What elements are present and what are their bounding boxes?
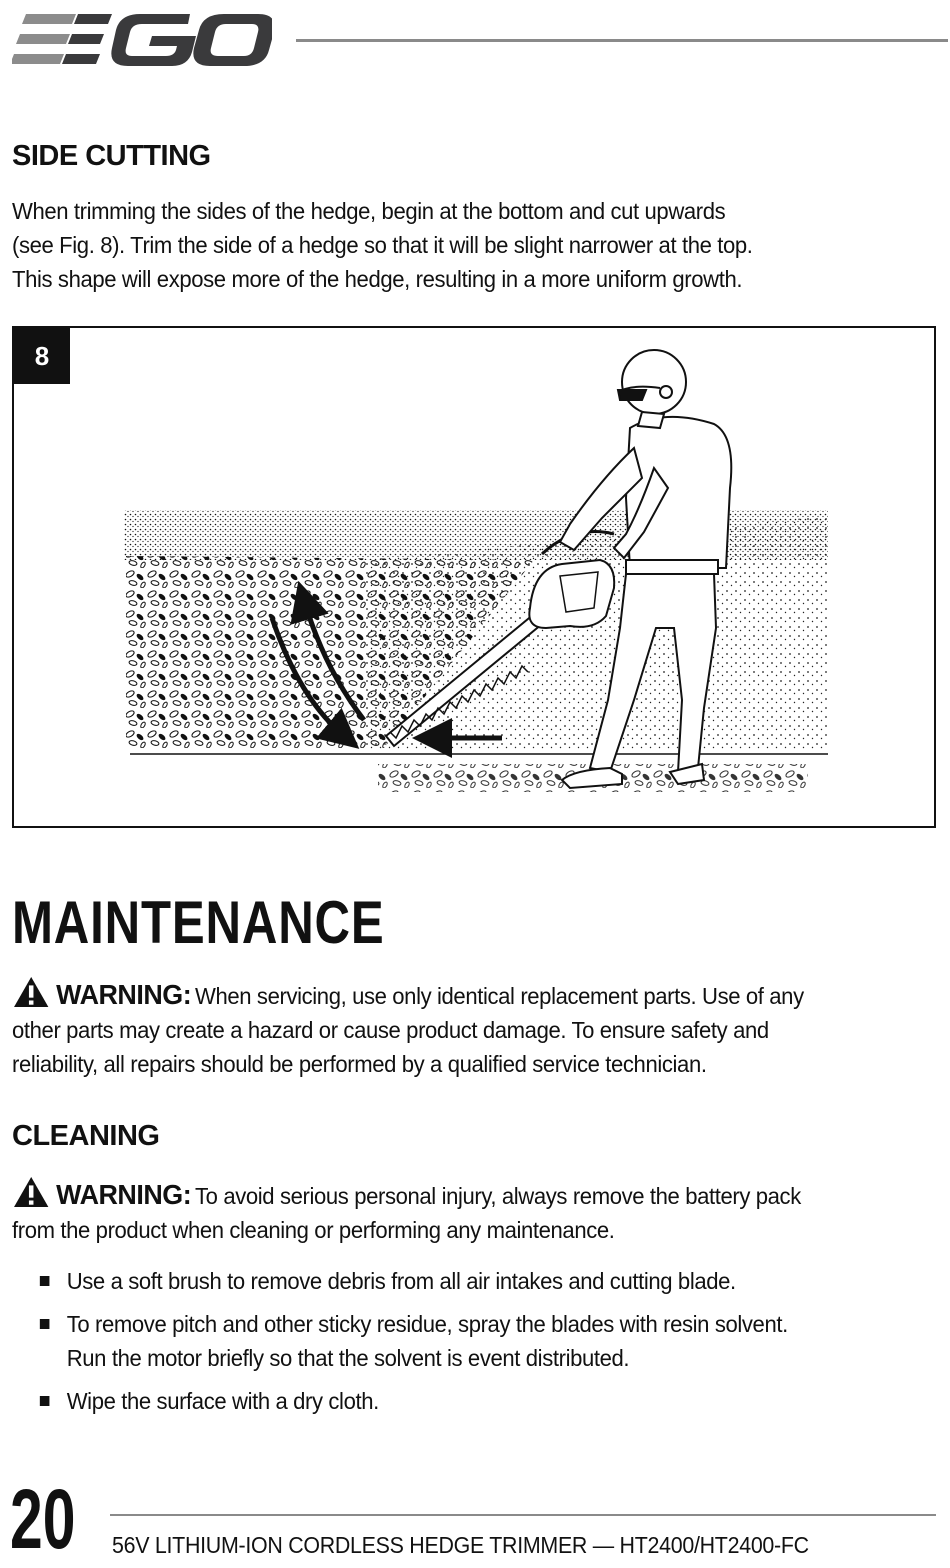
list-item: [36, 1384, 881, 1418]
bullet-line: Wipe the surface with a dry cloth.: [66, 1388, 379, 1414]
cleaning-warning-line-2: from the product when cleaning or performing any maintenance.: [12, 1217, 615, 1243]
cleaning-warning: [12, 1176, 876, 1247]
maintenance-warning-line-2: other parts may create a hazard or cause product damage. To ensure safety and: [12, 1017, 769, 1043]
page-header: [12, 8, 942, 72]
warning-triangle-icon: [12, 1176, 50, 1208]
maintenance-warning-line-1: [12, 976, 876, 1013]
hedge-trimming-illustration-icon: [14, 328, 934, 826]
footer-product-line: 56V LITHIUM-ION CORDLESS HEDGE TRIMMER — HT2400/HT2400-FC: [112, 1532, 809, 1558]
cleaning-warning-label: WARNING:: [56, 1179, 192, 1210]
side-cutting-line-2: (see Fig. 8). Trim the side of a hedge so that it will be slight narrower at the top.: [12, 232, 753, 258]
logo-text: [12, 8, 13, 9]
warning-triangle-icon: [12, 976, 50, 1008]
figure-number: 8: [14, 328, 70, 384]
bullet-line: Use a soft brush to remove debris from all air intakes and cutting blade.: [66, 1268, 736, 1294]
maintenance-warning-line-3: reliability, all repairs should be performed by a qualified service technician.: [12, 1051, 707, 1077]
footer-rule: [110, 1514, 936, 1516]
maintenance-warning-text-1: When servicing, use only identical replacement parts. Use of any: [195, 983, 804, 1009]
side-cutting-line-3: This shape will expose more of the hedge, resulting in a more uniform growth.: [12, 266, 743, 292]
header-rule: [296, 39, 948, 42]
bullet-square-icon: [40, 1396, 50, 1406]
side-cutting-text: [12, 194, 876, 296]
cleaning-bullet-list: [36, 1264, 881, 1427]
list-item: [36, 1307, 881, 1375]
cleaning-warning-line-1: [12, 1176, 876, 1213]
maintenance-warning-label: WARNING:: [56, 979, 192, 1010]
side-cutting-heading: SIDE CUTTING: [12, 140, 211, 172]
figure-8: [12, 326, 936, 828]
maintenance-warning: [12, 976, 876, 1081]
cleaning-warning-text-1: To avoid serious personal injury, always remove the battery pack: [195, 1183, 801, 1209]
cleaning-heading: CLEANING: [12, 1120, 160, 1152]
bullet-line: Run the motor briefly so that the solvent is event distributed.: [66, 1345, 630, 1371]
list-item: [36, 1264, 881, 1298]
maintenance-heading: MAINTENANCE: [12, 889, 385, 956]
side-cutting-line-1: When trimming the sides of the hedge, begin at the bottom and cut upwards: [12, 198, 726, 224]
bullet-square-icon: [40, 1276, 50, 1286]
bullet-square-icon: [40, 1319, 50, 1329]
bullet-line: To remove pitch and other sticky residue, spray the blades with resin solvent.: [66, 1311, 788, 1337]
page-number: 20: [10, 1472, 76, 1566]
ego-logo: [12, 10, 272, 70]
